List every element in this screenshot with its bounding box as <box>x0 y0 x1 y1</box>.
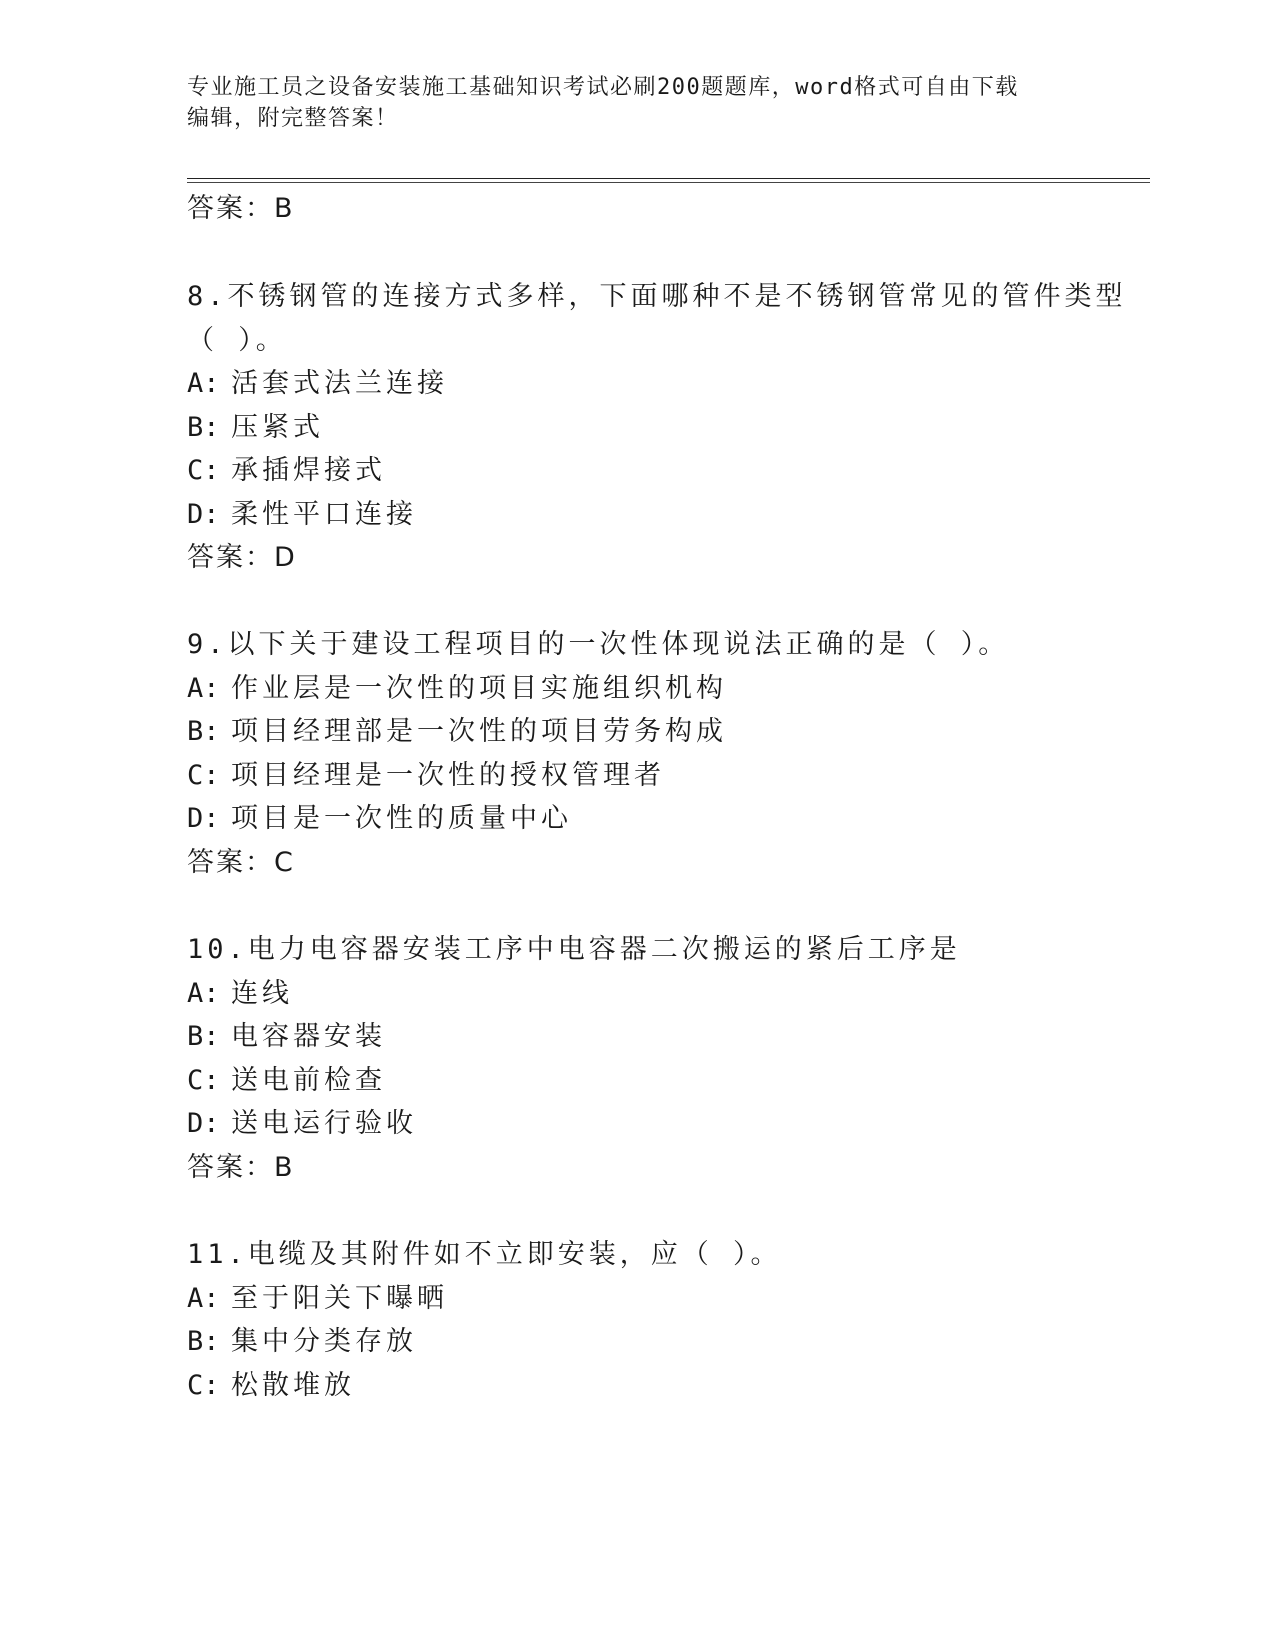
option-text: 连线 <box>231 978 293 1009</box>
option-text: 松散堆放 <box>231 1370 355 1401</box>
option-text: 压紧式 <box>231 412 324 443</box>
question-10-option-a <box>187 971 293 1010</box>
option-label: C: <box>187 1065 220 1096</box>
option-label: B: <box>187 1021 220 1052</box>
header-divider-secondary <box>187 182 1150 183</box>
option-text: 送电前检查 <box>231 1065 386 1096</box>
header-line-1: 专业施工员之设备安装施工基础知识考试必刷200题题库，word格式可自由下载 <box>187 75 1019 100</box>
option-text: 电容器安装 <box>231 1021 386 1052</box>
question-8-option-b <box>187 405 324 444</box>
answer-q10: 答案：B <box>187 1152 295 1183</box>
question-10-option-b <box>187 1014 386 1053</box>
question-8-stem: 8.不锈钢管的连接方式多样，下面哪种不是不锈钢管常见的管件类型 <box>187 281 1127 312</box>
header-line-2: 编辑，附完整答案！ <box>187 106 399 131</box>
question-11-option-a <box>187 1276 448 1315</box>
question-9-option-a <box>187 666 727 705</box>
header-divider <box>187 178 1150 179</box>
option-label: A: <box>187 673 220 704</box>
option-label: D: <box>187 803 220 834</box>
question-8-option-d <box>187 492 417 531</box>
question-11-stem: 11.电缆及其附件如不立即安装，应（ ）。 <box>187 1239 782 1270</box>
option-label: C: <box>187 455 220 486</box>
option-text: 送电运行验收 <box>231 1108 417 1139</box>
question-9-option-c <box>187 753 665 792</box>
option-label: A: <box>187 368 220 399</box>
option-text: 活套式法兰连接 <box>231 368 448 399</box>
option-text: 作业层是一次性的项目实施组织机构 <box>231 673 727 704</box>
option-label: A: <box>187 1283 220 1314</box>
answer-q7: 答案：B <box>187 193 295 224</box>
option-label: B: <box>187 1326 220 1357</box>
question-8-option-a <box>187 361 448 400</box>
answer-q8: 答案：D <box>187 542 297 573</box>
option-text: 至于阳关下曝晒 <box>231 1283 448 1314</box>
option-text: 项目是一次性的质量中心 <box>231 803 572 834</box>
option-label: B: <box>187 412 220 443</box>
page-header <box>187 72 1067 134</box>
option-label: D: <box>187 1108 220 1139</box>
option-text: 项目经理是一次性的授权管理者 <box>231 760 665 791</box>
option-label: C: <box>187 760 220 791</box>
option-text: 柔性平口连接 <box>231 499 417 530</box>
question-10-option-c <box>187 1058 386 1097</box>
option-text: 项目经理部是一次性的项目劳务构成 <box>231 716 727 747</box>
answer-q9: 答案：C <box>187 847 295 878</box>
question-10-option-d <box>187 1101 417 1140</box>
question-9-option-d <box>187 796 572 835</box>
option-label: D: <box>187 499 220 530</box>
question-11-option-b <box>187 1319 417 1358</box>
question-9-stem: 9.以下关于建设工程项目的一次性体现说法正确的是（ ）。 <box>187 629 1010 660</box>
question-10-stem: 10.电力电容器安装工序中电容器二次搬运的紧后工序是 <box>187 934 961 965</box>
option-label: A: <box>187 978 220 1009</box>
question-9-option-b <box>187 709 727 748</box>
option-text: 集中分类存放 <box>231 1326 417 1357</box>
question-8-stem-continued: （ ）。 <box>187 325 287 356</box>
option-label: B: <box>187 716 220 747</box>
question-11-option-c <box>187 1363 355 1402</box>
option-text: 承插焊接式 <box>231 455 386 486</box>
option-label: C: <box>187 1370 220 1401</box>
question-8-option-c <box>187 448 386 487</box>
